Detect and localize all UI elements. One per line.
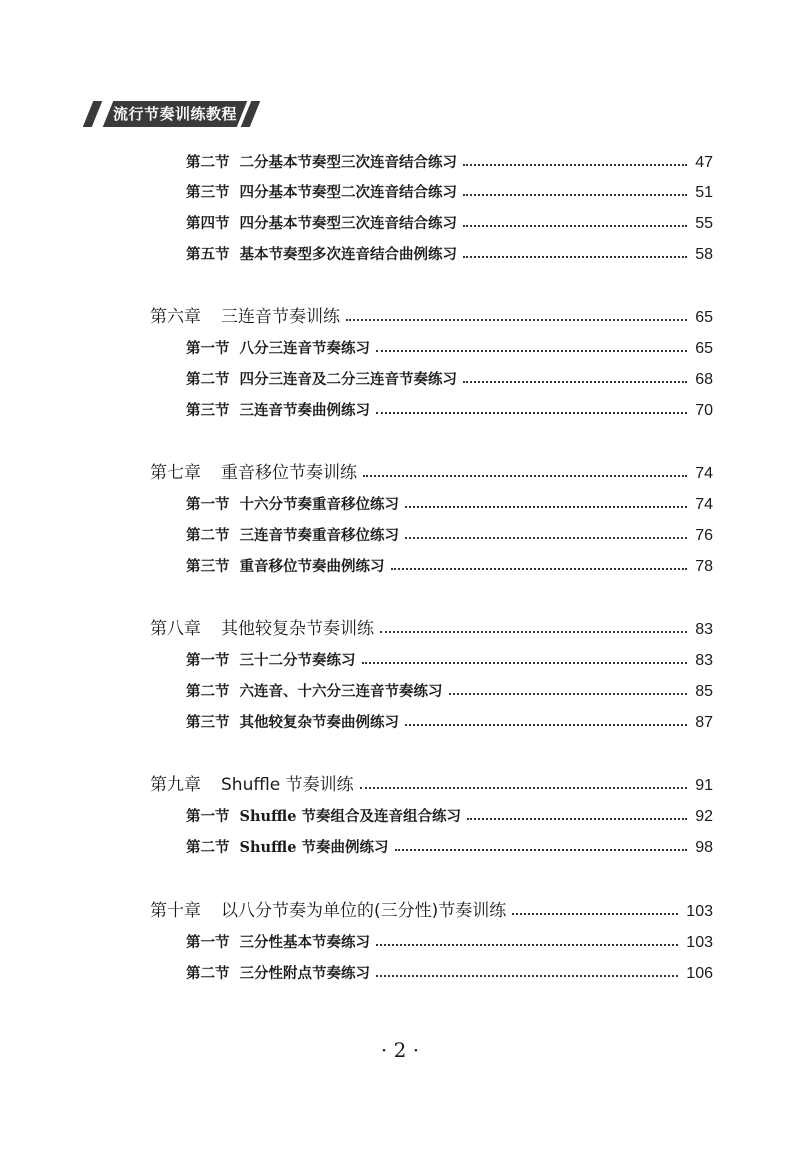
section-number: 第三节	[186, 402, 230, 419]
section-title: 三分性基本节奏练习	[239, 934, 370, 951]
section-number: 第二节	[186, 371, 230, 388]
dot-leader	[467, 817, 687, 820]
dot-leader	[463, 224, 687, 227]
chapter-number: 第六章	[150, 307, 201, 327]
page-reference: 85	[695, 683, 713, 700]
toc-section-entry[interactable]	[186, 240, 713, 264]
chapter-number: 第八章	[150, 619, 201, 639]
dot-leader	[380, 630, 687, 633]
chapter-title: 三连音节奏训练	[221, 307, 340, 327]
toc-chapter-entry[interactable]	[150, 459, 713, 483]
page-reference: 74	[695, 496, 713, 513]
header-stripe-decoration	[83, 101, 103, 127]
toc-section-entry[interactable]	[186, 646, 713, 670]
page-reference: 103	[686, 903, 713, 920]
dot-leader	[395, 848, 688, 851]
section-title: 三十二分节奏练习	[239, 652, 356, 669]
page-reference: 91	[695, 777, 713, 794]
page-reference: 55	[695, 215, 713, 232]
page-reference: 58	[695, 246, 713, 263]
section-title: 四分基本节奏型三次连音结合练习	[239, 215, 457, 232]
chapter-number: 第十章	[150, 901, 201, 921]
section-number: 第四节	[186, 215, 230, 232]
section-number: 第三节	[186, 184, 230, 201]
toc-section-entry[interactable]	[186, 365, 713, 389]
page-number: · 2 ·	[380, 1038, 420, 1062]
toc-section-entry[interactable]	[186, 334, 713, 358]
section-title: 六连音、十六分三连音节奏练习	[239, 683, 443, 700]
section-title: 四分基本节奏型二次连音结合练习	[239, 184, 457, 201]
chapter-number: 第七章	[150, 463, 201, 483]
dot-leader	[512, 912, 678, 915]
dot-leader	[463, 255, 687, 258]
section-title: 基本节奏型多次连音结合曲例练习	[239, 246, 457, 263]
dot-leader	[463, 380, 687, 383]
page-reference: 68	[695, 371, 713, 388]
section-title: 八分三连音节奏练习	[239, 340, 370, 357]
page-reference: 70	[695, 402, 713, 419]
page-reference: 74	[695, 465, 713, 482]
dot-leader	[463, 193, 687, 196]
page-reference: 47	[695, 154, 713, 171]
toc-chapter-entry[interactable]	[150, 303, 713, 327]
toc-section-entry[interactable]	[186, 677, 713, 701]
toc-section-entry[interactable]	[186, 178, 713, 202]
page-reference: 65	[695, 309, 713, 326]
chapter-title: 重音移位节奏训练	[221, 463, 357, 483]
page-reference: 83	[695, 621, 713, 638]
dot-leader	[376, 974, 678, 977]
dot-leader	[362, 661, 688, 664]
toc-section-entry[interactable]	[186, 552, 713, 576]
section-title: 三连音节奏重音移位练习	[239, 527, 399, 544]
page-reference: 78	[695, 558, 713, 575]
dot-leader	[405, 536, 687, 539]
section-title: 十六分节奏重音移位练习	[239, 496, 399, 513]
chapter-title: 其他较复杂节奏训练	[221, 619, 374, 639]
page-reference: 51	[695, 184, 713, 201]
dot-leader	[376, 411, 687, 414]
dot-leader	[463, 163, 687, 166]
dot-leader	[449, 692, 688, 695]
toc-section-entry[interactable]	[186, 708, 713, 732]
toc-section-entry[interactable]	[186, 833, 713, 857]
section-number: 第一节	[186, 340, 230, 357]
section-number: 第二节	[186, 965, 230, 982]
page-reference: 76	[695, 527, 713, 544]
chapter-title: Shuffle 节奏训练	[221, 775, 354, 795]
section-title: 三分性附点节奏练习	[239, 965, 370, 982]
page-reference: 65	[695, 340, 713, 357]
toc-section-entry[interactable]	[186, 396, 713, 420]
section-title: 重音移位节奏曲例练习	[239, 558, 385, 575]
page-reference: 87	[695, 714, 713, 731]
section-number: 第五节	[186, 246, 230, 263]
section-number: 第二节	[186, 527, 230, 544]
toc-section-entry[interactable]	[186, 148, 713, 172]
section-title: Shuffle 节奏曲例练习	[239, 839, 389, 856]
page-reference: 83	[695, 652, 713, 669]
dot-leader	[346, 318, 687, 321]
dot-leader	[376, 943, 678, 946]
dot-leader	[363, 474, 687, 477]
section-title: 其他较复杂节奏曲例练习	[239, 714, 399, 731]
section-number: 第一节	[186, 808, 230, 825]
section-number: 第一节	[186, 652, 230, 669]
chapter-title: 以八分节奏为单位的(三分性)节奏训练	[221, 901, 507, 921]
toc-chapter-entry[interactable]	[150, 615, 713, 639]
toc-chapter-entry[interactable]	[150, 897, 713, 921]
dot-leader	[405, 505, 687, 508]
toc-section-entry[interactable]	[186, 959, 713, 983]
page-reference: 103	[686, 934, 713, 951]
toc-section-entry[interactable]	[186, 490, 713, 514]
section-number: 第二节	[186, 154, 230, 171]
page-reference: 98	[695, 839, 713, 856]
toc-section-entry[interactable]	[186, 209, 713, 233]
toc-chapter-entry[interactable]	[150, 771, 713, 795]
toc-section-entry[interactable]	[186, 928, 713, 952]
dot-leader	[376, 349, 687, 352]
toc-section-entry[interactable]	[186, 521, 713, 545]
section-title: 二分基本节奏型三次连音结合练习	[239, 154, 457, 171]
book-title: 流行节奏训练教程	[112, 105, 237, 123]
section-title: 三连音节奏曲例练习	[239, 402, 370, 419]
page-reference: 92	[695, 808, 713, 825]
dot-leader	[405, 723, 687, 726]
section-title: 四分三连音及二分三连音节奏练习	[239, 371, 457, 388]
section-number: 第三节	[186, 558, 230, 575]
chapter-number: 第九章	[150, 775, 201, 795]
page-reference: 106	[686, 965, 713, 982]
dot-leader	[391, 567, 688, 570]
section-number: 第一节	[186, 934, 230, 951]
section-title: Shuffle 节奏组合及连音组合练习	[239, 808, 462, 825]
section-number: 第三节	[186, 714, 230, 731]
dot-leader	[360, 786, 688, 789]
section-number: 第二节	[186, 683, 230, 700]
toc-section-entry[interactable]	[186, 802, 713, 826]
section-number: 第二节	[186, 839, 230, 856]
section-number: 第一节	[186, 496, 230, 513]
